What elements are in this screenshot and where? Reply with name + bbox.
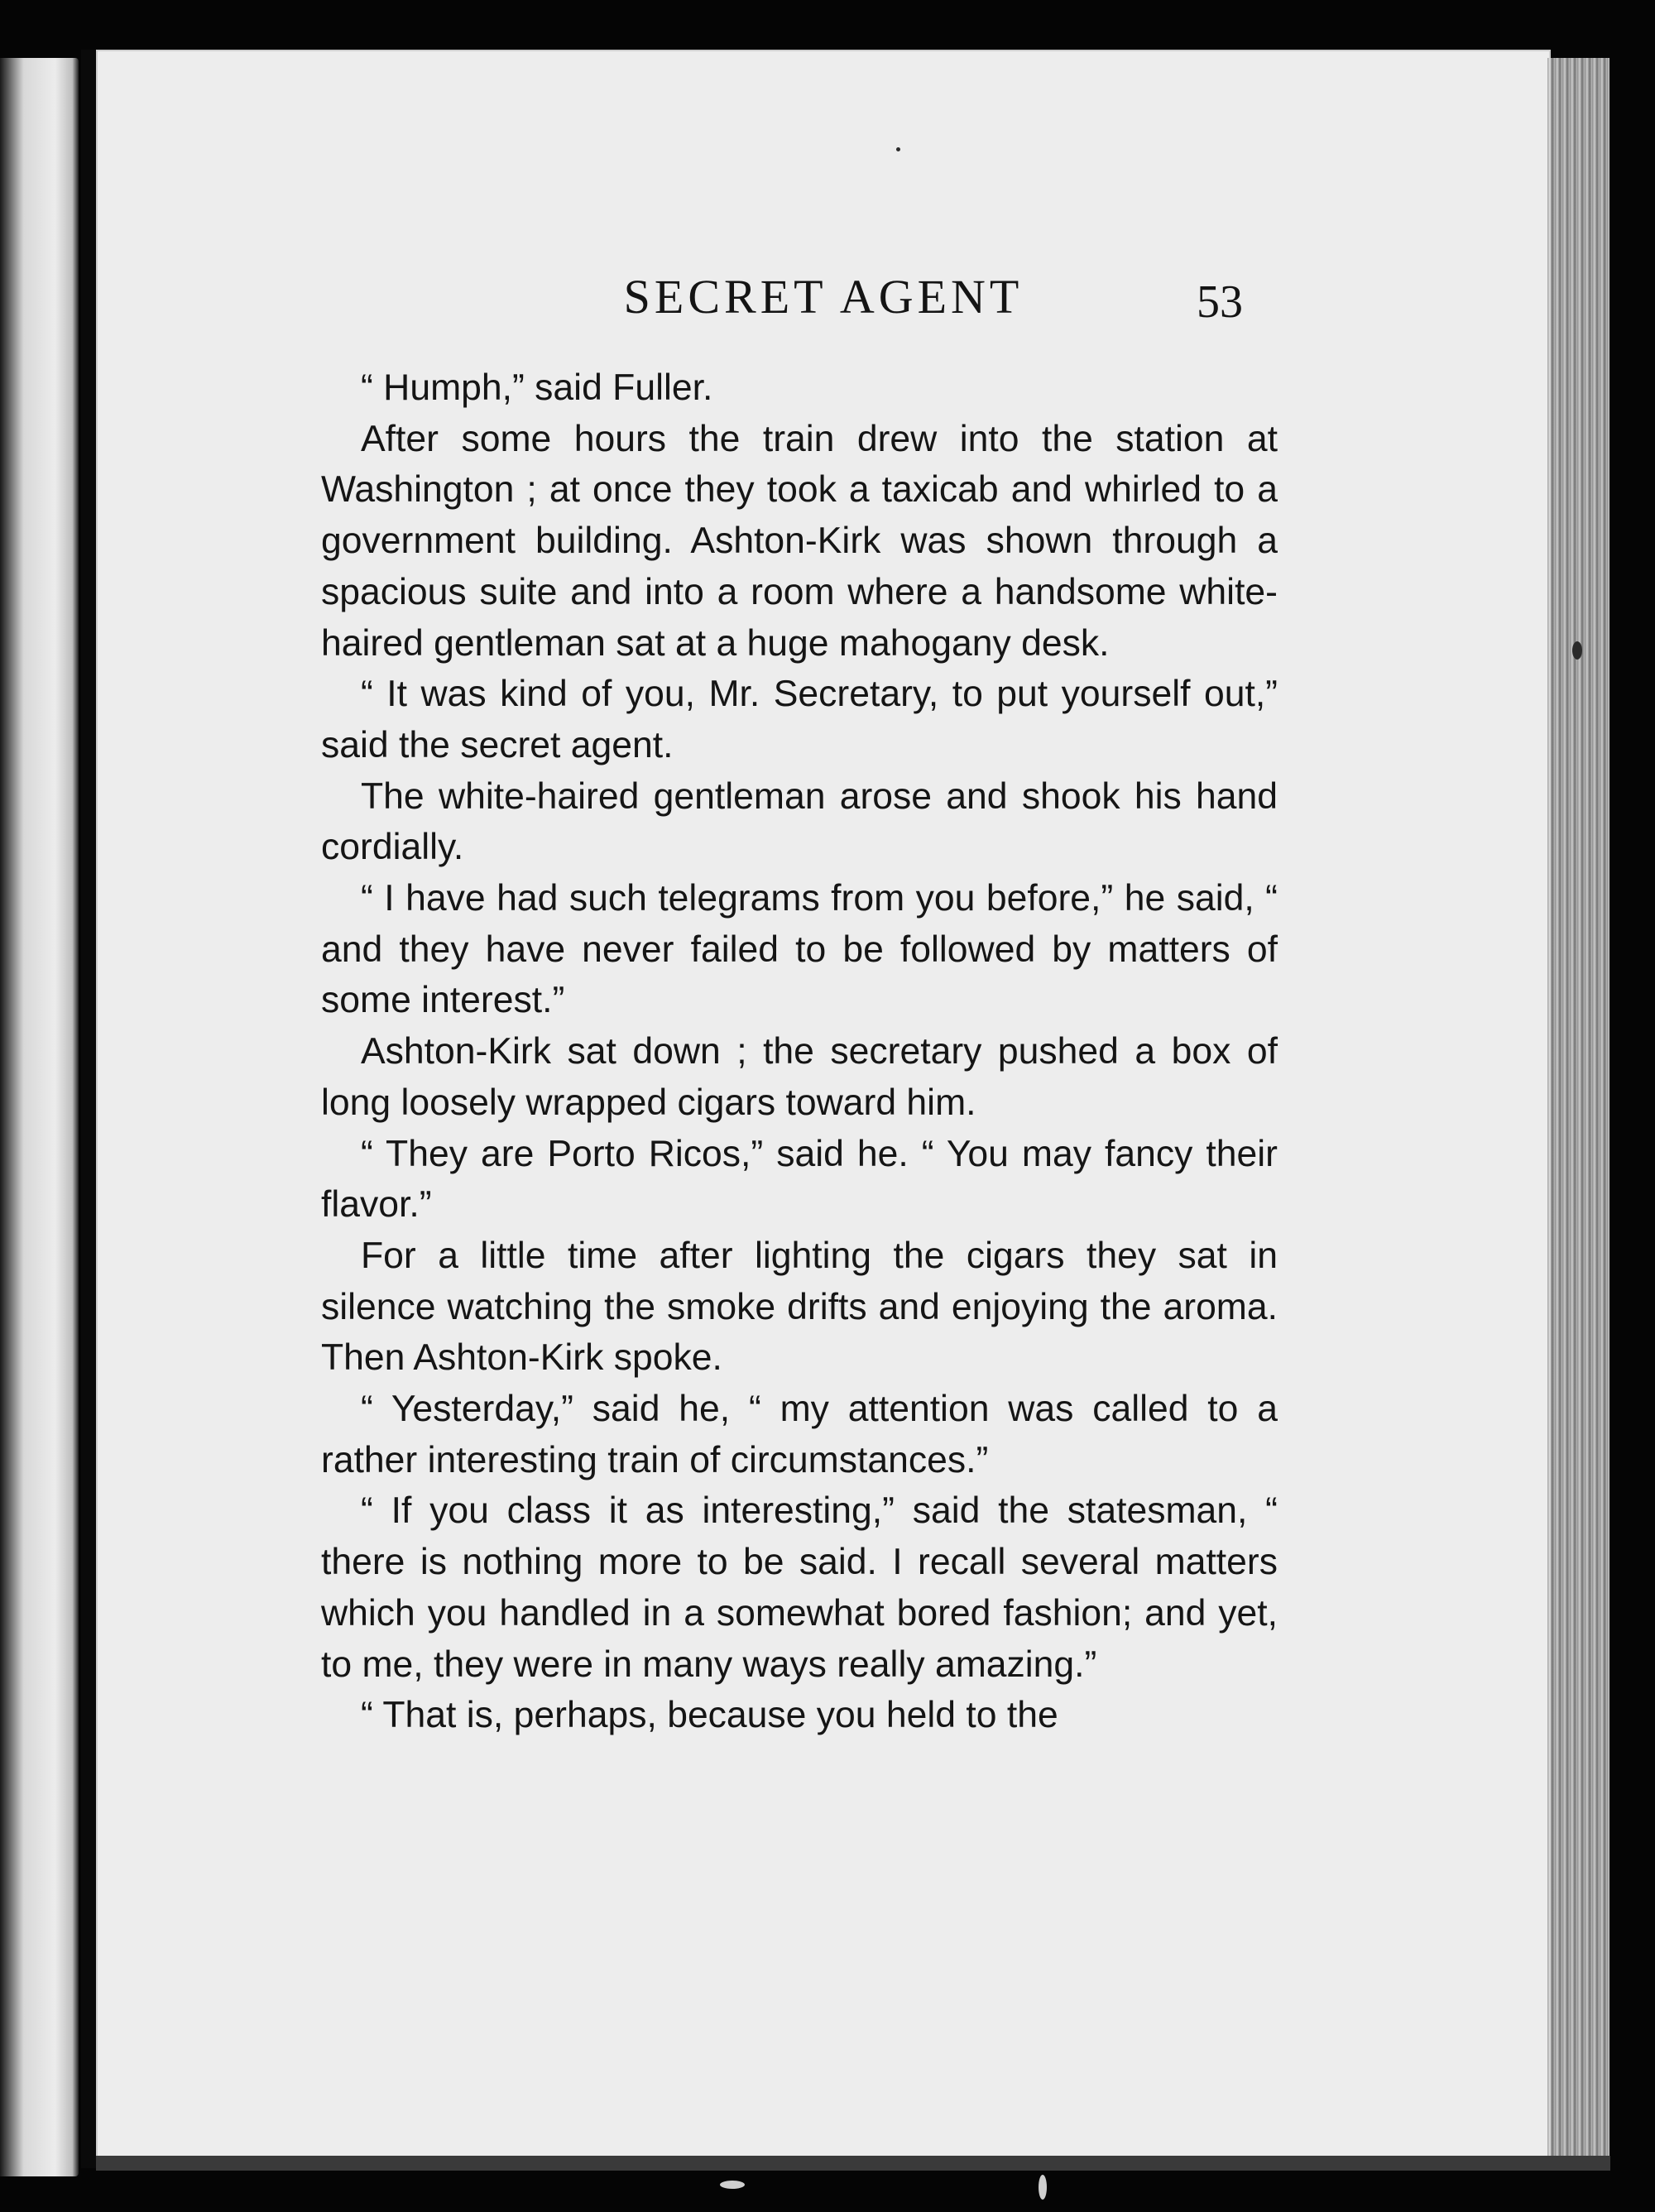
scan-speck (896, 147, 900, 151)
paragraph: “ That is, perhaps, because you held to the (361, 1695, 1058, 1736)
paragraph: “ If you class it as interesting,” said the statesman, “ there is nothing more to be said. I recall several matters which you handled in a somewhat bored fashion; and yet, to me, they were in many ways really amazing.” (321, 1490, 1278, 1685)
page-number: 53 (1197, 276, 1243, 328)
page-fore-edge (1547, 58, 1609, 2168)
paragraph: After some hours the train drew into the station at Washington ; at once they took a taxicab and whirled to a government building. Ashton-Kirk was shown through a spacious suite and into a room where a handsome white-haired gentleman sat at a huge mahogany desk. (321, 418, 1278, 664)
page-body (321, 362, 1278, 1741)
running-title: SECRET AGENT (623, 270, 1024, 324)
paragraph: The white-haired gentleman arose and shook his hand cordially. (321, 775, 1278, 868)
page-bottom-edge (96, 2156, 1610, 2171)
paragraph: For a little time after lighting the cigars they sat in silence watching the smoke drifts and enjoying the aroma. Then Ashton-Kirk spoke. (321, 1235, 1278, 1379)
paragraph: “ Humph,” said Fuller. (361, 367, 713, 408)
paragraph: “ Yesterday,” said he, “ my attention was called to a rather interesting train of circumstances.” (321, 1389, 1278, 1480)
scan-speck (720, 2181, 745, 2189)
book-gutter (81, 50, 96, 2168)
paragraph: “ It was kind of you, Mr. Secretary, to put yourself out,” said the secret agent. (321, 674, 1278, 765)
paragraph: “ I have had such telegrams from you before,” he said, “ and they have never failed to be followed by matters of some interest.” (321, 878, 1278, 1021)
scan-speck (1572, 641, 1582, 660)
paragraph: Ashton-Kirk sat down ; the secretary pushed a box of long loosely wrapped cigars toward him. (321, 1031, 1278, 1123)
page-header (96, 269, 1551, 335)
left-page-edge (0, 58, 79, 2176)
paragraph: “ They are Porto Ricos,” said he. “ You may fancy their flavor.” (321, 1133, 1278, 1226)
scan-speck (1039, 2175, 1047, 2200)
